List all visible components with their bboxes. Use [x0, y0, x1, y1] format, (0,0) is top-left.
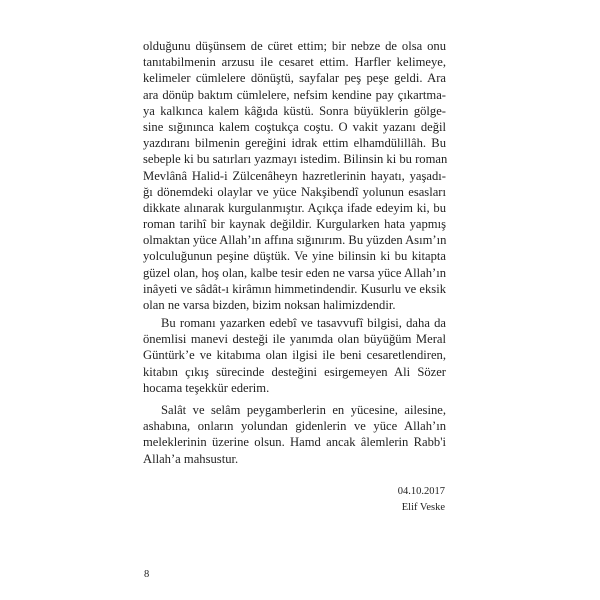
page-number: 8 — [144, 569, 150, 580]
text-line: yazdıranı bilmenin gereğini idrak ettim elhamdülillâh. Bu — [143, 136, 446, 151]
text-line: ya kalkınca kalem kâğıda küstü. Sonra büyüklerin gölge- — [143, 103, 446, 118]
text-line: olan ne varsa bizden, bizim noksan halimizdendir. — [143, 298, 396, 312]
text-line: ashabına, onların yolundan gidenlerin ve yüce Allah’ın — [143, 419, 446, 434]
signature-date: 04.10.2017 — [397, 486, 445, 497]
text-line: olduğunu düşünsem de cüret ettim; bir nebze de olsa onu — [143, 39, 446, 53]
text-line: roman tarihî bir kaynak değildir. Kurgularken hata yapmış — [143, 217, 446, 232]
text-line: sine sığınınca kalem coştukça coştu. O vakit yazanı değil — [143, 119, 446, 134]
text-line: sebeple ki bu satırları yazmayı istedim. Bilinsin ki bu roman — [143, 152, 448, 167]
text-line: kitabın çıkış sürecinde desteğini esirgemeyen Ali Sözer — [143, 364, 446, 379]
text-line: hocama teşekkür ederim. — [143, 380, 270, 395]
text-line: tanıtabilmenin arzusu ile cesaret ettim. Harfler kelimeye, — [143, 55, 446, 70]
text-line: Mevlânâ Halid-i Zülcenâheyn hazretlerinin hayatı, yaşadı- — [143, 168, 446, 183]
text-line: güzel olan, hoş olan, kalbe tesir eden ne varsa yüce Allah’ın — [143, 265, 446, 280]
text-line: Bu romanı yazarken edebî ve tasavvufî bilgisi, daha da — [161, 316, 446, 330]
paragraph-2 — [143, 315, 446, 396]
text-line: inâyeti ve sâdât-ı kirâmın himmetindendir. Kusurlu ve eksik — [143, 281, 446, 296]
text-line: meleklerinin üzerine olsun. Hamd ancak âlemlerin Rabb'i — [143, 435, 446, 450]
text-line: ara dönüp baktım cümlelere, nefsim kendine pay çıkartma- — [143, 87, 446, 102]
text-line: Salât ve selâm peygamberlerin en yücesine, ailesine, — [161, 403, 446, 417]
text-line: ğı dönemdeki olaylar ve yüce Nakşibendî yolunun esasları — [143, 184, 446, 199]
text-line: kelimeler cümlelere dönüştü, sayfalar peş peşe geldi. Ara — [143, 71, 446, 86]
signature-author: Elif Veske — [401, 502, 445, 513]
paragraph-1 — [143, 38, 446, 313]
text-line: yolculuğunun peşine düştük. Ve yine bilinsin ki bu kitapta — [143, 249, 446, 264]
text-line: olmaktan yüce Allah’ın affına sığınırım. Bu yüzden Asım’ın — [143, 233, 447, 248]
text-line: dikkate alınarak kurgulanmıştır. Açıkça ifade edeyim ki, bu — [143, 200, 446, 215]
text-line: önemlisi manevi desteği ile yanımda olan büyüğüm Meral — [143, 332, 446, 347]
text-line: Allah’a mahsustur. — [143, 451, 239, 466]
text-line: Güntürk’e ve kitabıma olan ilgisi ile beni cesaretlendiren, — [143, 348, 446, 363]
paragraph-3 — [143, 402, 446, 467]
